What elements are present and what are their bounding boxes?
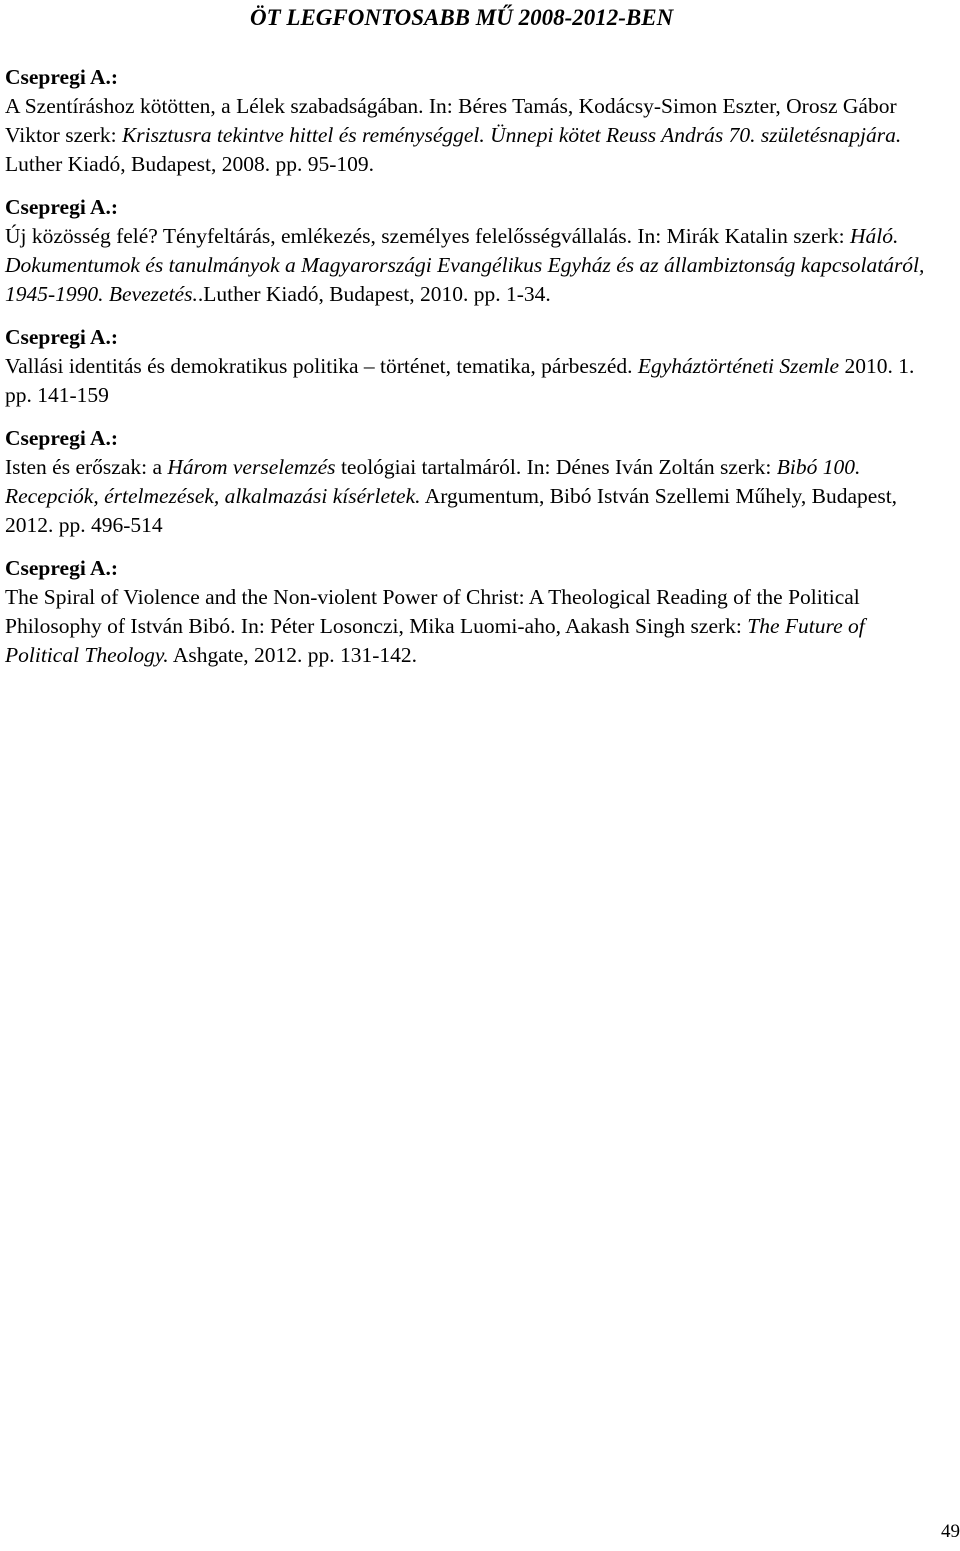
bibliography-entry: [5, 193, 940, 309]
bibliography-list: [5, 63, 940, 684]
citation-segment: Argumentum, Bibó István Szellemi Műhely, Budapest, 2012. pp. 496-514: [5, 484, 898, 537]
citation-italic-segment: Háló. Dokumentumok és tanulmányok a Magyarországi Evangélikus Egyház és az állambiztonság kapcsolatáról, 1945-1990. Bevezetés.: [5, 224, 925, 306]
citation-segment: Új közösség felé? Tényfeltárás, emlékezés, személyes felelősségvállalás. In: Mirák Katalin szerk:: [5, 224, 850, 248]
bibliography-entry: [5, 323, 940, 410]
entry-citation: [5, 453, 940, 540]
citation-italic-segment: Bibó 100. Recepciók, értelmezések, alkalmazási kísérletek.: [5, 455, 861, 508]
bibliography-entry: [5, 554, 940, 670]
entry-citation: [5, 352, 940, 410]
entry-citation: [5, 583, 940, 670]
entry-author: Csepregi A.:: [5, 556, 119, 580]
entry-citation: [5, 222, 940, 309]
citation-segment: 2010. 1. pp. 141-159: [5, 354, 915, 407]
citation-segment: Ashgate, 2012. pp. 131-142.: [168, 643, 418, 667]
citation-italic-segment: Krisztusra tekintve hittel és reménységgel. Ünnepi kötet Reuss András 70. születésnapjára.: [121, 123, 902, 147]
citation-segment: Vallási identitás és demokratikus politika – történet, tematika, párbeszéd.: [5, 354, 638, 378]
citation-italic-segment: The Future of Political Theology.: [5, 614, 865, 667]
citation-segment: Luther Kiadó, Budapest, 2008. pp. 95-109.: [5, 152, 375, 176]
entry-author: Csepregi A.:: [5, 325, 119, 349]
citation-segment: Isten és erőszak: a: [5, 455, 168, 479]
page-heading: ÖT LEGFONTOSABB MŰ 2008-2012-BEN: [250, 5, 674, 30]
citation-italic-segment: Egyháztörténeti Szemle: [637, 354, 840, 378]
bibliography-entry: [5, 63, 940, 179]
bibliography-entry: [5, 424, 940, 540]
entry-author: Csepregi A.:: [5, 195, 119, 219]
entry-author: Csepregi A.:: [5, 65, 119, 89]
citation-segment: teológiai tartalmáról. In: Dénes Iván Zoltán szerk:: [335, 455, 777, 479]
citation-italic-segment: Három verselemzés: [167, 455, 336, 479]
citation-segment: .Luther Kiadó, Budapest, 2010. pp. 1-34.: [197, 282, 551, 306]
entry-citation: [5, 92, 940, 179]
entry-author: Csepregi A.:: [5, 426, 119, 450]
page-number: 49: [941, 1521, 960, 1542]
citation-segment: The Spiral of Violence and the Non-violent Power of Christ: A Theological Reading of the Political Philosophy of István Bibó. In: Péter Losonczi, Mika Luomi-aho, Aakash Singh szerk:: [5, 585, 860, 638]
citation-segment: A Szentíráshoz kötötten, a Lélek szabadságában. In: Béres Tamás, Kodácsy-Simon Eszter, Orosz Gábor Viktor szerk:: [5, 94, 897, 147]
